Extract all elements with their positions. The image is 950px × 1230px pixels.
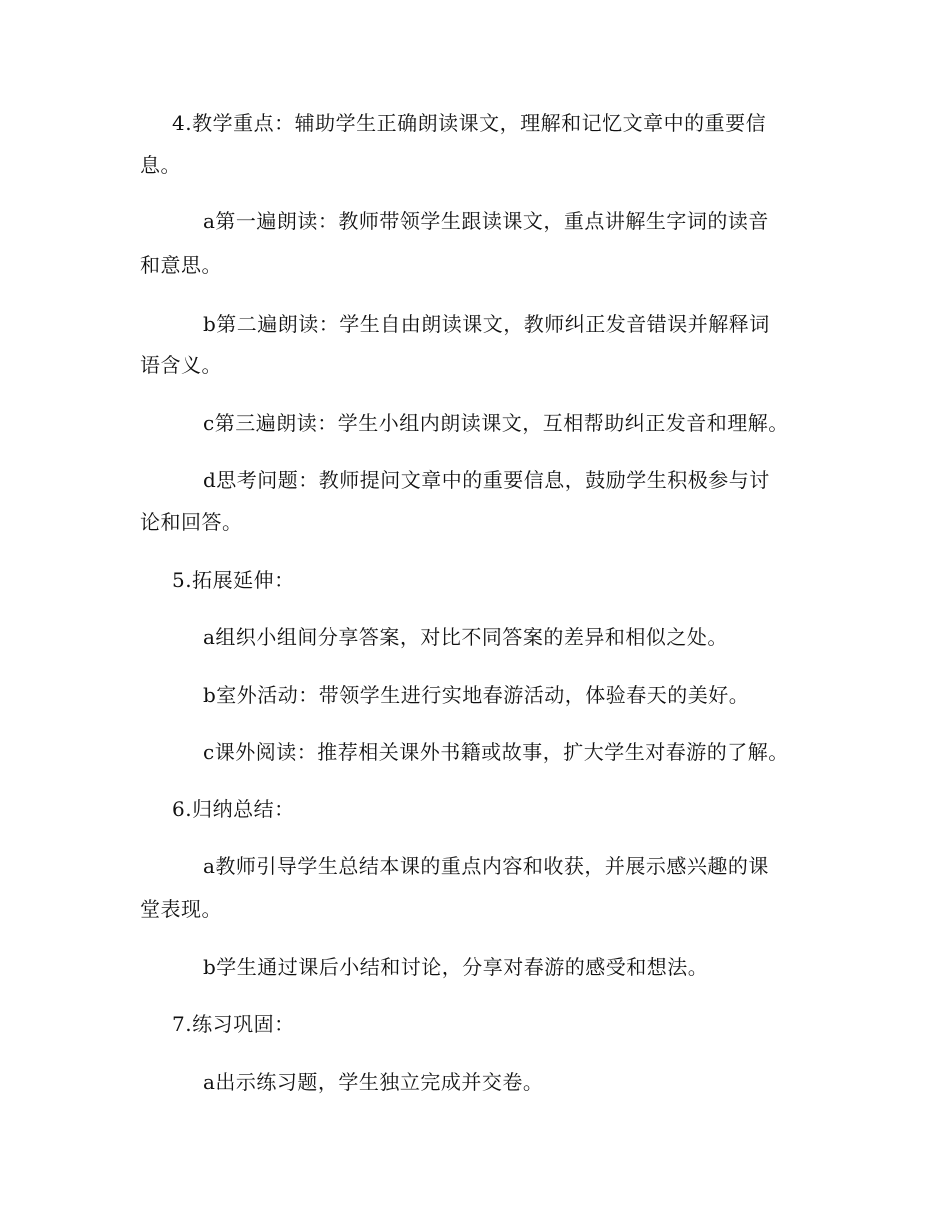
section-6-heading: 6.归纳总结： (172, 797, 295, 821)
item-4b-cont: 语含义。 (140, 353, 222, 377)
section-4-heading: 4.教学重点：辅助学生正确朗读课文，理解和记忆文章中的重要信 (172, 111, 767, 135)
item-5a: a组织小组间分享答案，对比不同答案的差异和相似之处。 (203, 625, 728, 649)
item-4a-cont: 和意思。 (140, 253, 222, 277)
item-4b: b第二遍朗读：学生自由朗读课文，教师纠正发音错误并解释词 (203, 312, 770, 336)
item-5b: b室外活动：带领学生进行实地春游活动，体验春天的美好。 (203, 683, 750, 707)
section-7-heading: 7.练习巩固： (172, 1012, 295, 1036)
section-4-heading-cont: 息。 (140, 153, 181, 177)
item-5c: c课外阅读：推荐相关课外书籍或故事，扩大学生对春游的了解。 (203, 740, 789, 764)
section-5-heading: 5.拓展延伸： (172, 568, 295, 592)
item-7a: a出示练习题，学生独立完成并交卷。 (203, 1070, 544, 1094)
item-4d-cont: 论和回答。 (140, 510, 243, 534)
item-6a-cont: 堂表现。 (140, 897, 222, 921)
item-4c: c第三遍朗读：学生小组内朗读课文，互相帮助纠正发音和理解。 (203, 411, 789, 435)
item-6b: b学生通过课后小结和讨论，分享对春游的感受和想法。 (203, 955, 709, 979)
item-4a: a第一遍朗读：教师带领学生跟读课文，重点讲解生字词的读音 (203, 209, 769, 233)
item-4d: d思考问题：教师提问文章中的重要信息，鼓励学生积极参与讨 (203, 468, 770, 492)
item-6a: a教师引导学生总结本课的重点内容和收获，并展示感兴趣的课 (203, 854, 769, 878)
